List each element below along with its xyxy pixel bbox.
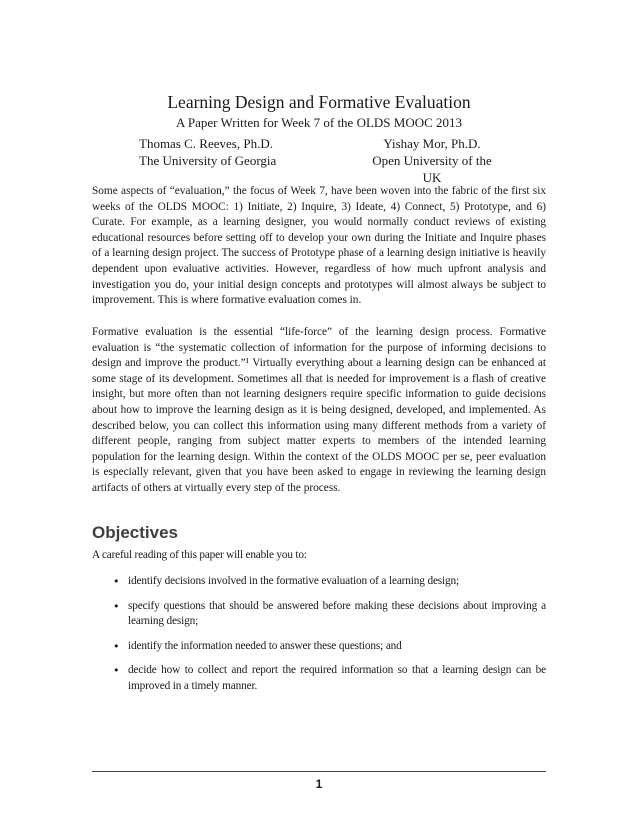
author-affiliation: The University of Georgia [139,153,277,168]
paper-subtitle: A Paper Written for Week 7 of the OLDS MOOC 2013 [175,115,463,130]
footer-divider [92,771,546,772]
list-item-text: decide how to collect and report the required information so that a learning design can be improved in a timely manner. [128,664,546,692]
objectives-heading: Objectives [92,523,178,542]
author-name: Thomas C. Reeves, Ph.D. [139,136,273,151]
paragraph-text: Formative evaluation is the essential “life-force” of the learning design process. Formative evaluation is “the systematic collection of information for the purpose of informing decisions to design and improve the product.”¹ Virtually everything about a learning design can be enhanced at some stage of its development. Sometimes all that is needed for improvement is a flash of creative insight, but more often than not learning designers require specific information to guide decisions about how to improve the learning design as it is being designed, developed, and implemented. As described below, you can collect this information using many different methods from a variety of different people, ranging from subject matter experts to members of the intended learning population for the learning design. Within the context of the OLDS MOOC per se, peer evaluation is especially relevant, given that you have been asked to engage in reviewing the learning design artifacts of others at virtually every step of the process. [92,326,546,494]
author-affiliation: Open University of the UK [372,153,492,185]
objectives-list [92,574,546,704]
list-item [92,574,546,590]
formative-evaluation-paragraph [92,325,546,497]
page-number: 1 [315,777,323,791]
author-block-2 [362,135,502,186]
list-item-text: identify the information needed to answer these questions; and [128,639,402,652]
list-item [92,599,546,630]
list-item [92,663,546,694]
bullet-icon: • [113,639,120,653]
bullet-icon: • [113,664,120,678]
bullet-icon: • [113,599,120,613]
paragraph-text: Some aspects of “evaluation,” the focus of Week 7, have been woven into the fabric of the first six weeks of the OLDS MOOC: 1) Initiate, 2) Inquire, 3) Ideate, 4) Connect, 5) Prototype, and 6) Curate. For example, as a learning designer, you would normally conduct reviews of existing educational resources before setting off to develop your own during the Initiate and Inquire phases of a learning design project. The success of Prototype phase of a learning design initiative is heavily dependent upon evaluative activities. However, regardless of how much upfront analysis and investigation you do, your initial design concepts and prototypes will almost always be subject to improvement. This is where formative evaluation comes in. [92,185,546,307]
author-block-1 [139,135,276,169]
objectives-lead: A careful reading of this paper will enable you to: [92,549,307,561]
bullet-icon: • [113,575,120,588]
list-item-text: specify questions that should be answered before making these decisions about improving a learning design; [128,599,546,628]
intro-paragraph [92,184,546,309]
paper-title: Learning Design and Formative Evaluation [167,92,471,112]
list-item-text: identify decisions involved in the formative evaluation of a learning design; [128,575,460,587]
author-name: Yishay Mor, Ph.D. [383,136,481,151]
list-item [92,639,546,655]
